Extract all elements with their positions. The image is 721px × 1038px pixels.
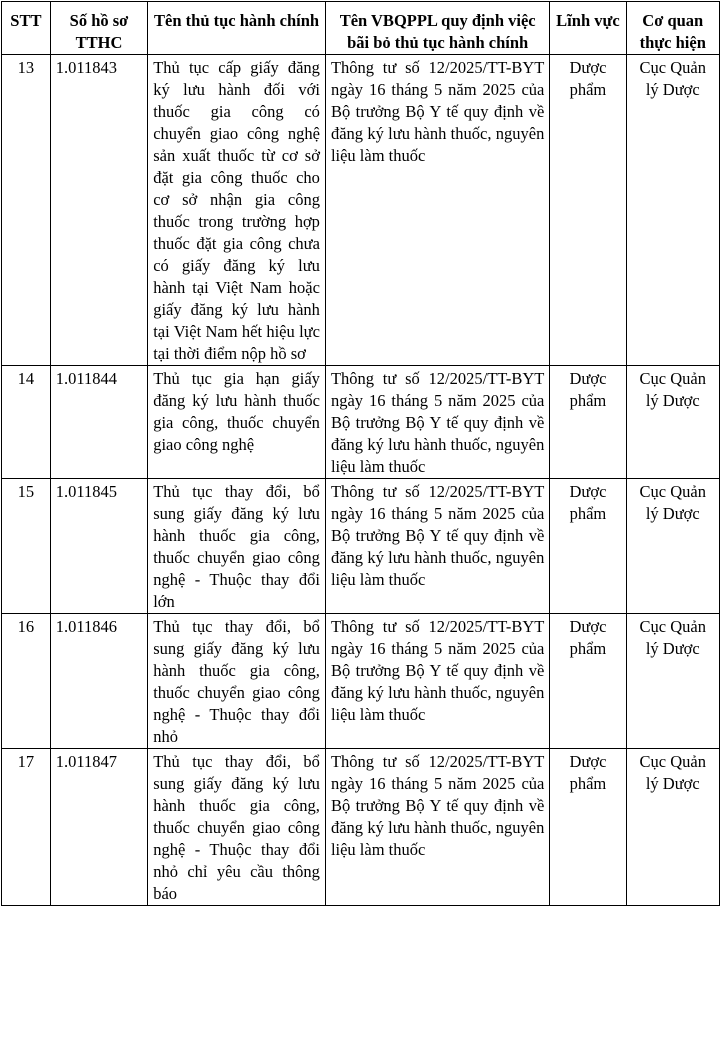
cell-agency: Cục Quản lý Dược [626,614,719,749]
cell-agency: Cục Quản lý Dược [626,749,719,906]
cell-agency: Cục Quản lý Dược [626,55,719,366]
cell-procedure-name: Thủ tục thay đổi, bổ sung giấy đăng ký lưu hành thuốc gia công, thuốc chuyển giao công nghệ - Thuộc thay đổi lớn [148,479,326,614]
header-field: Lĩnh vực [550,2,626,55]
header-procedure-name: Tên thủ tục hành chính [148,2,326,55]
table-row [2,55,720,366]
header-agency: Cơ quan thực hiện [626,2,719,55]
cell-stt: 15 [2,479,51,614]
procedures-table [1,1,720,906]
cell-procedure-name: Thủ tục thay đổi, bổ sung giấy đăng ký lưu hành thuốc gia công, thuốc chuyển giao công nghệ - Thuộc thay đổi nhỏ [148,614,326,749]
cell-legal-document: Thông tư số 12/2025/TT-BYT ngày 16 tháng 5 năm 2025 của Bộ trưởng Bộ Y tế quy định về đăng ký lưu hành thuốc, nguyên liệu làm thuốc [325,749,549,906]
header-row [2,2,720,55]
cell-code: 1.011843 [50,55,147,366]
cell-stt: 13 [2,55,51,366]
cell-field: Dược phẩm [550,614,626,749]
header-code: Số hồ sơ TTHC [50,2,147,55]
cell-stt: 14 [2,366,51,479]
cell-code: 1.011845 [50,479,147,614]
header-stt: STT [2,2,51,55]
cell-field: Dược phẩm [550,55,626,366]
cell-agency: Cục Quản lý Dược [626,366,719,479]
cell-code: 1.011847 [50,749,147,906]
cell-stt: 16 [2,614,51,749]
cell-code: 1.011846 [50,614,147,749]
table-row [2,749,720,906]
cell-agency: Cục Quản lý Dược [626,479,719,614]
table-header [2,2,720,55]
cell-field: Dược phẩm [550,479,626,614]
cell-procedure-name: Thủ tục thay đổi, bổ sung giấy đăng ký lưu hành thuốc gia công, thuốc chuyển giao công nghệ - Thuộc thay đổi nhỏ chỉ yêu cầu thông báo [148,749,326,906]
header-legal-document: Tên VBQPPL quy định việc bãi bỏ thủ tục hành chính [325,2,549,55]
cell-legal-document: Thông tư số 12/2025/TT-BYT ngày 16 tháng 5 năm 2025 của Bộ trưởng Bộ Y tế quy định về đăng ký lưu hành thuốc, nguyên liệu làm thuốc [325,366,549,479]
cell-legal-document: Thông tư số 12/2025/TT-BYT ngày 16 tháng 5 năm 2025 của Bộ trưởng Bộ Y tế quy định về đăng ký lưu hành thuốc, nguyên liệu làm thuốc [325,55,549,366]
cell-stt: 17 [2,749,51,906]
cell-code: 1.011844 [50,366,147,479]
table-row [2,614,720,749]
table-row [2,366,720,479]
cell-legal-document: Thông tư số 12/2025/TT-BYT ngày 16 tháng 5 năm 2025 của Bộ trưởng Bộ Y tế quy định về đăng ký lưu hành thuốc, nguyên liệu làm thuốc [325,614,549,749]
cell-field: Dược phẩm [550,749,626,906]
table-body [2,55,720,906]
cell-procedure-name: Thủ tục gia hạn giấy đăng ký lưu hành thuốc gia công, thuốc chuyển giao công nghệ [148,366,326,479]
table-row [2,479,720,614]
cell-procedure-name: Thủ tục cấp giấy đăng ký lưu hành đối với thuốc gia công có chuyển giao công nghệ sản xuất thuốc từ cơ sở đặt gia công thuốc cho cơ sở nhận gia công thuốc trong trường hợp thuốc đặt gia công chưa có giấy đăng ký lưu hành tại Việt Nam hoặc giấy đăng ký lưu hành tại Việt Nam hết hiệu lực tại thời điểm nộp hồ sơ [148,55,326,366]
cell-field: Dược phẩm [550,366,626,479]
cell-legal-document: Thông tư số 12/2025/TT-BYT ngày 16 tháng 5 năm 2025 của Bộ trưởng Bộ Y tế quy định về đăng ký lưu hành thuốc, nguyên liệu làm thuốc [325,479,549,614]
